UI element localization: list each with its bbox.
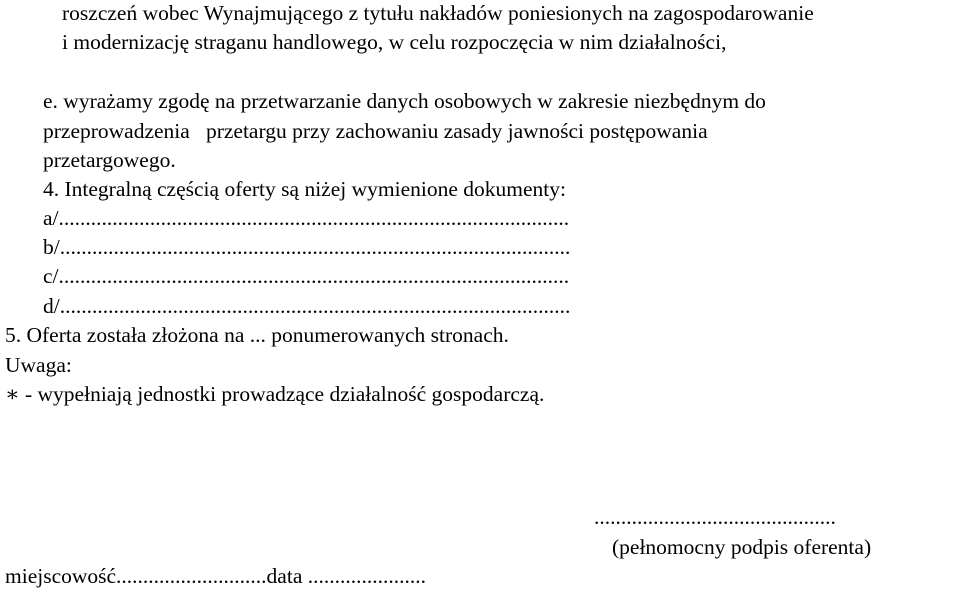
signature-label: (pełnomocny podpis oferenta) bbox=[612, 535, 872, 559]
text-line-zgoda: e. wyrażamy zgodę na przetwarzanie danych osobowych w zakresie niezbędnym do bbox=[43, 89, 766, 113]
text-line-roszczen: roszczeń wobec Wynajmującego z tytułu nakładów poniesionych na zagospodarowanie bbox=[62, 1, 814, 25]
note-text: ∗ - wypełniają jednostki prowadzące działalność gospodarczą. bbox=[5, 382, 545, 406]
section-4-heading: 4. Integralną częścią oferty są niżej wymienione dokumenty: bbox=[43, 177, 566, 201]
document-item-b: b/............................................................................................... bbox=[43, 235, 571, 259]
document-item-c: c/............................................................................................... bbox=[43, 264, 570, 288]
text-line-modernizacje: i modernizację straganu handlowego, w celu rozpoczęcia w nim działalności, bbox=[62, 30, 727, 54]
note-title: Uwaga: bbox=[5, 353, 72, 377]
document-item-a: a/............................................................................................... bbox=[43, 206, 570, 230]
document-item-d: d/............................................................................................... bbox=[43, 294, 571, 318]
text-line-przetargowego: przetargowego. bbox=[43, 148, 176, 172]
place-date-line: miejscowość............................data ...................... bbox=[5, 564, 426, 588]
section-5-pages: 5. Oferta została złożona na ... ponumerowanych stronach. bbox=[5, 323, 509, 347]
signature-line: ............................................. bbox=[594, 505, 836, 529]
text-line-przeprowadzenia: przeprowadzenia przetargu przy zachowaniu zasady jawności postępowania bbox=[43, 119, 708, 143]
